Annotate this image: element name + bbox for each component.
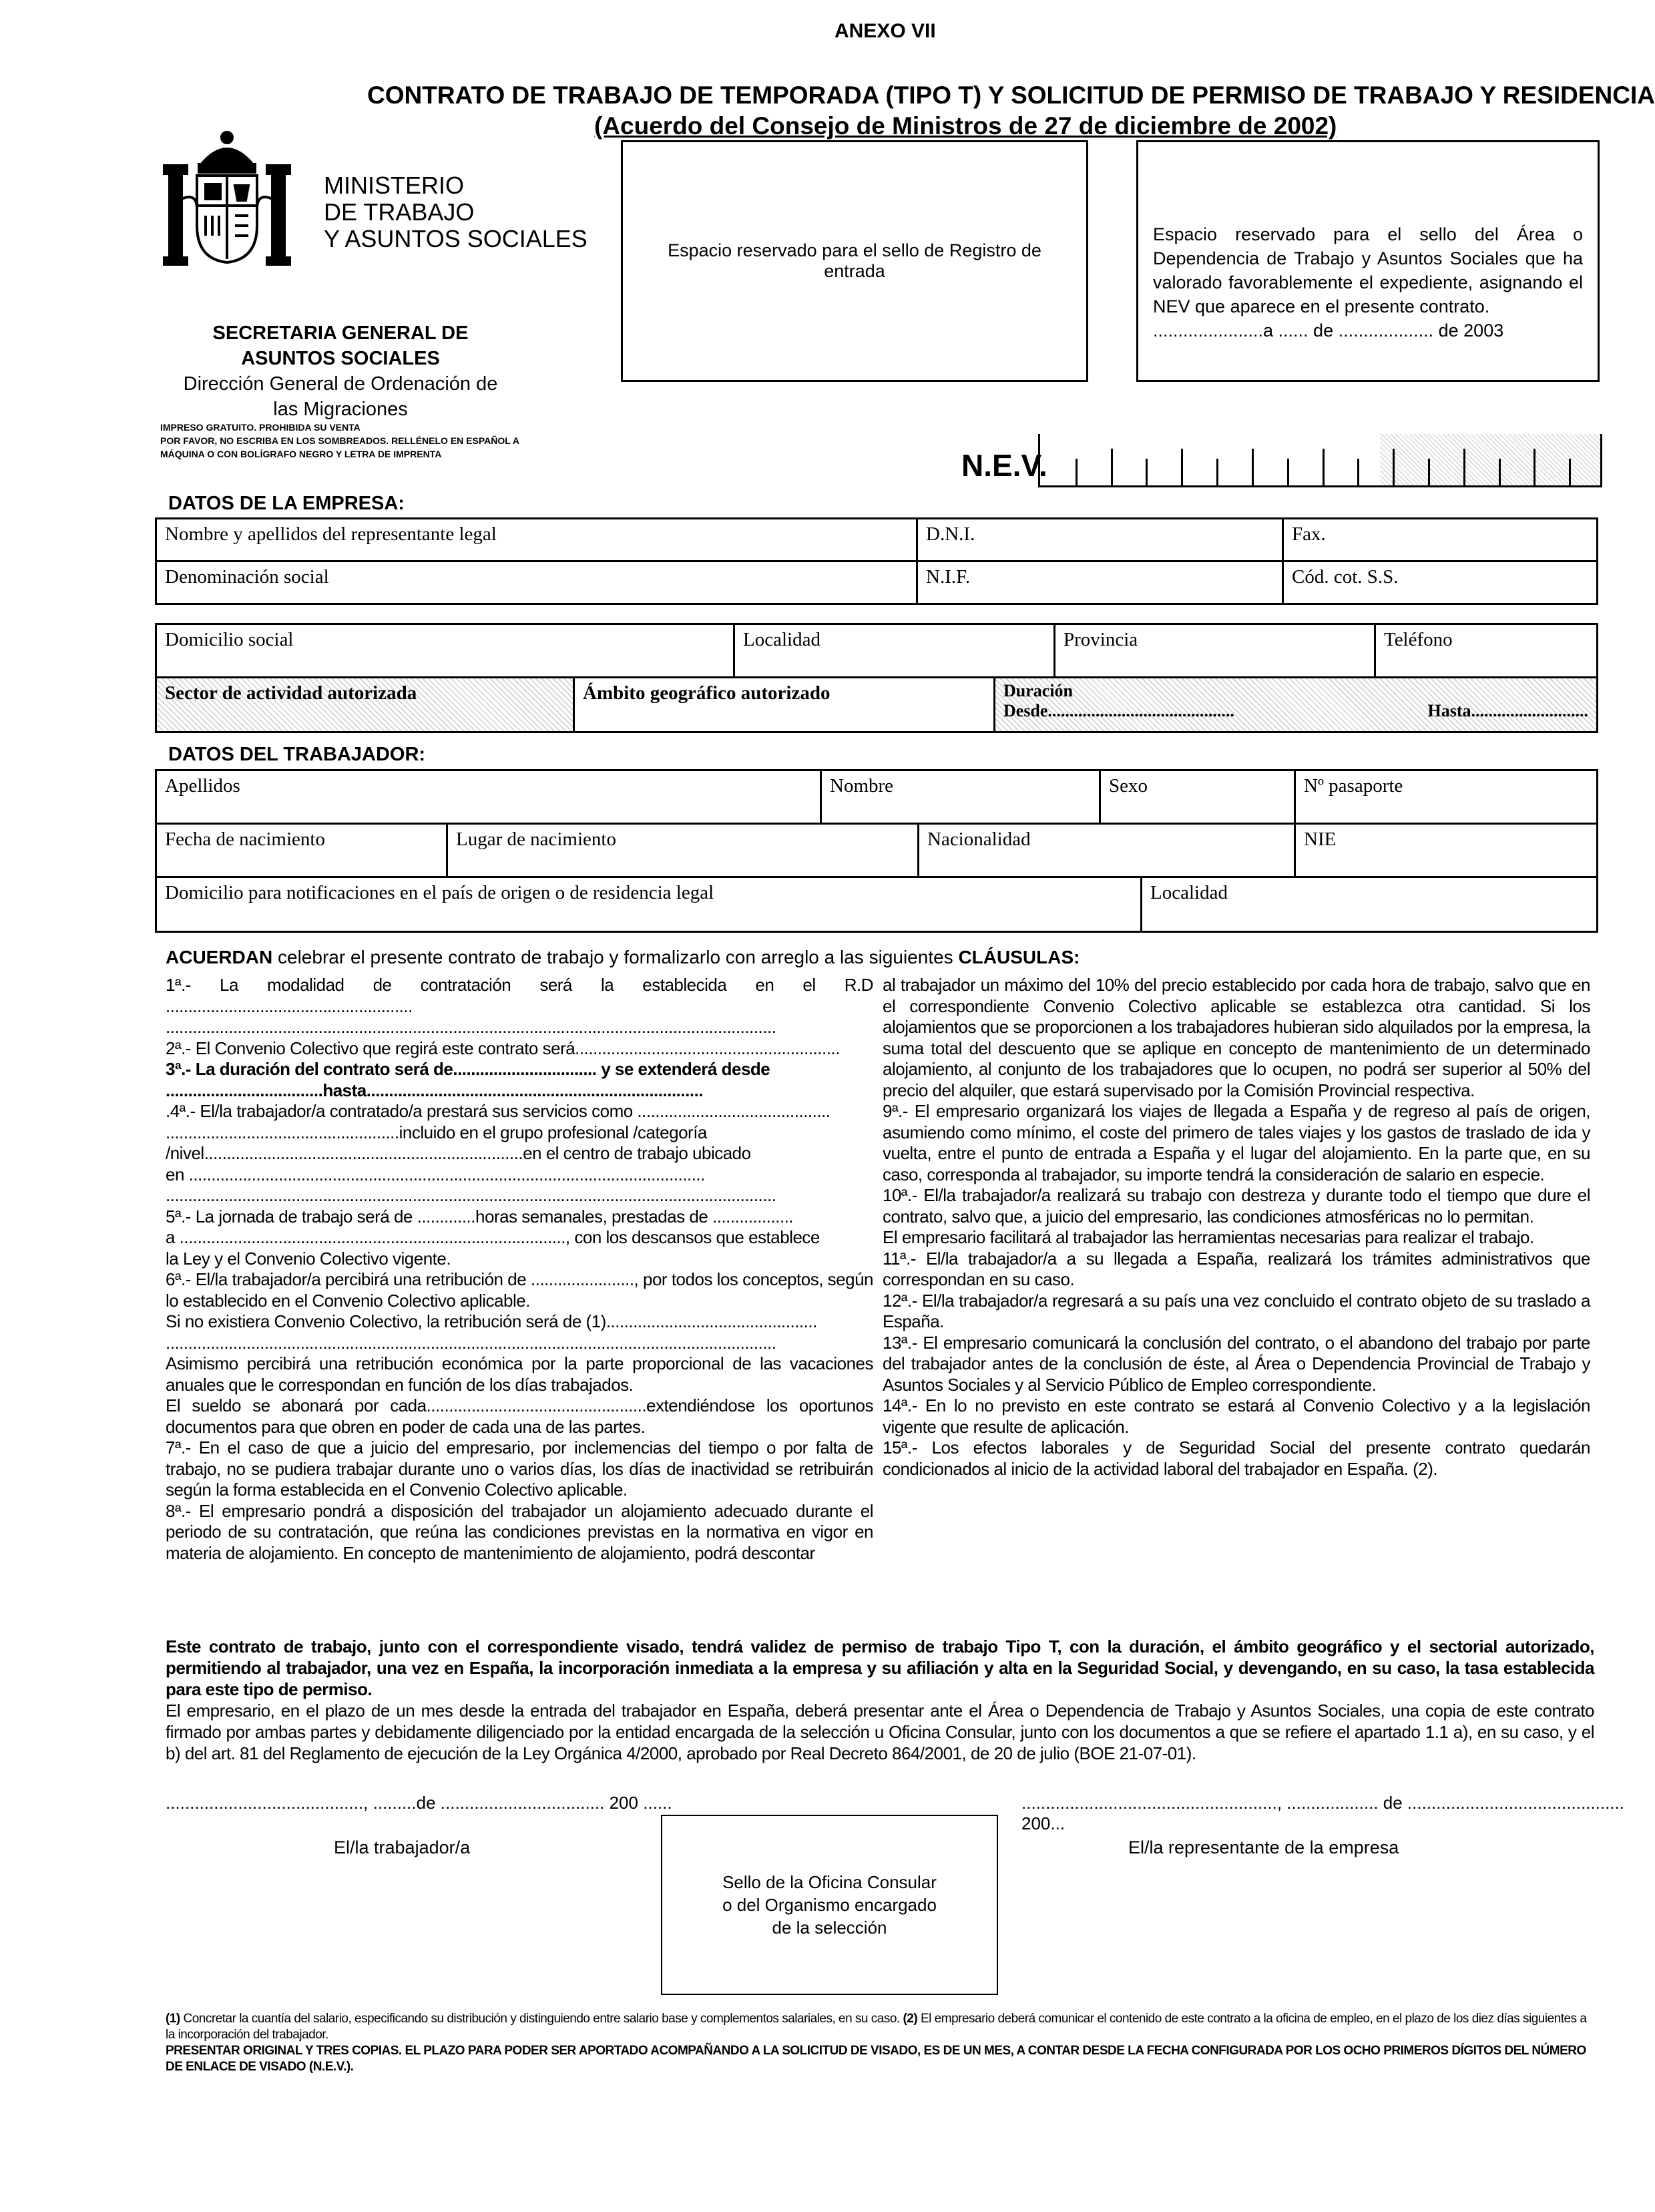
secretaria-line: SECRETARIA GENERAL DE — [212, 322, 469, 344]
footnote-2-number: (2) — [903, 2012, 918, 2026]
nev-digit-divider — [1499, 459, 1501, 485]
clause-paragraph: El empresario facilitará al trabajador las herramientas necesarias para realizar el trabajo. — [883, 1227, 1534, 1247]
table-row — [156, 624, 1598, 678]
clauses-left-column — [166, 975, 873, 1564]
nev-digit-divider — [1111, 449, 1113, 485]
sector-field: Sector de actividad autorizada — [156, 678, 574, 732]
clauses-right-column — [883, 975, 1590, 1480]
ministry-line: Y ASUNTOS SOCIALES — [324, 225, 587, 252]
domicilio-notificaciones-field[interactable]: Domicilio para notificaciones en el país de origen o de residencia legal — [156, 877, 1142, 932]
clause-line: 7ª.- En el caso de que a juicio del empresario, por inclemencias del tiempo o por falta de trabajo, no se pudiera trabajar durante uno o varios días, los días de inactividad se retribuirán según la forma establecida en el Convenio Colectivo aplicable. — [166, 1437, 873, 1500]
footnote-present: PRESENTAR ORIGINAL Y TRES COPIAS. EL PLAZO PARA PODER SER APORTADO ACOMPAÑANDO A LA SOLICITUD DE VISADO, ES DE UN MES, A CONTAR DESDE LA FECHA CONFIGURADA POR LOS OCHO PRIMEROS DÍGITOS DEL NÚMERO DE ENLACE DE VISADO (N.E.V.). — [166, 2044, 1586, 2074]
clause-line: 1ª.- La modalidad de contratación será la establecida en el R.D ....................................................... — [166, 975, 873, 1016]
secretaria-line: Dirección General de Ordenación de — [183, 373, 498, 395]
small-print — [160, 421, 519, 461]
clause-line: Si no existiera Convenio Colectivo, la retribución será de (1)............................................... — [166, 1311, 817, 1331]
table-row — [156, 678, 1598, 732]
clause-line: /nivel.......................................................................en el centro de trabajo ubicado — [166, 1143, 751, 1163]
footnote-1-text: Concretar la cuantía del salario, especificando su distribución y distinguiendo entre salario base y complementos salariales, en su caso. — [180, 2012, 903, 2026]
stamp-line: o del Organismo encargado — [722, 1895, 937, 1915]
acuerdan-bold: ACUERDAN — [166, 947, 273, 967]
telefono-field[interactable]: Teléfono — [1375, 624, 1598, 678]
clause-paragraph: 12ª.- El/la trabajador/a regresará a su país una vez concluido el contrato objeto de su traslado a España. — [883, 1290, 1590, 1331]
fax-field[interactable]: Fax. — [1283, 519, 1598, 562]
nev-digit-divider — [1569, 459, 1571, 485]
clause-line: .4ª.- El/la trabajador/a contratado/a prestará sus servicios como ........................................... — [166, 1101, 831, 1121]
fecha-nacimiento-field[interactable]: Fecha de nacimiento — [156, 824, 447, 877]
localidad-field[interactable]: Localidad — [734, 624, 1055, 678]
ambito-field: Ámbito geográfico autorizado — [574, 678, 995, 732]
nev-field[interactable] — [1038, 434, 1602, 487]
table-row — [156, 770, 1598, 824]
nombre-field[interactable]: Nombre — [821, 770, 1100, 824]
duracion-field — [995, 678, 1598, 732]
table-row — [156, 519, 1598, 562]
nev-shaded-area — [1380, 434, 1600, 485]
nev-digit-divider — [1216, 459, 1218, 485]
nev-label: N.E.V. — [961, 448, 1047, 483]
employer-signature-label: El/la representante de la empresa — [1128, 1837, 1399, 1857]
clause-paragraph: 11ª.- El/la trabajador/a a su llegada a España, realizará los trámites administrativos que correspondan en su caso. — [883, 1248, 1590, 1289]
nev-digit-divider — [1393, 449, 1395, 485]
nev-digit-divider — [1428, 459, 1430, 485]
domicilio-field[interactable]: Domicilio social — [156, 624, 734, 678]
nev-digit-divider — [1252, 449, 1254, 485]
empresa-table-3 — [155, 676, 1598, 733]
representante-field[interactable]: Nombre y apellidos del representante legal — [156, 519, 917, 562]
area-stamp-label: Espacio reservado para el sello del Área o Dependencia de Trabajo y Asuntos Sociales que ha valorado favorablemente el expediente, asignando el NEV que aparece en el presente contrato. — [1153, 224, 1583, 316]
clause-paragraph: 10ª.- El/la trabajador/a realizará su trabajo con destreza y durante todo el tiempo que dure el contrato, salvo que, a juicio del empresario, las condiciones atmosféricas no lo permitan. — [883, 1185, 1590, 1227]
acuerdan-end: CLÁUSULAS: — [958, 947, 1080, 967]
footnote-notes — [166, 2011, 1594, 2043]
clause-line: en ................................................................................................................... — [166, 1164, 705, 1184]
clause-paragraph: al trabajador un máximo del 10% del precio establecido por cada hora de trabajo, salvo que en el correspondiente Convenio Colectivo aplicable se establezca otra cantidad. Si los alojamientos que se proporcionen a los trabajadores hubieran sido alquilados por la empresa, la suma total del descuento que se aplique en concepto de mantenimiento de un determinado alojamiento, al conjunto de los trabajadores que lo ocupen, no podrá ser superior al 50% del precio del alquiler, que estará supervisado por la Comisión Provincial respectiva. — [883, 975, 1590, 1100]
secretaria-block — [180, 320, 501, 422]
area-stamp-box — [1136, 140, 1600, 382]
duracion-label: Duración — [1003, 681, 1073, 700]
ministry-name — [324, 172, 587, 252]
registro-stamp-label: Espacio reservado para el sello de Registro de entrada — [668, 240, 1041, 281]
nev-digit-divider — [1357, 459, 1359, 485]
clause-line: Asimismo percibirá una retribución económica por la parte proporcional de las vacaciones anuales que le correspondan en función de los días trabajados. — [166, 1353, 873, 1395]
clause-line: 2ª.- El Convenio Colectivo que regirá este contrato será........................................................... — [166, 1038, 840, 1058]
provincia-field[interactable]: Provincia — [1055, 624, 1375, 678]
clause-line: ....................................................incluido en el grupo profesional /categoría — [166, 1122, 707, 1142]
table-row — [156, 877, 1598, 932]
cod-cot-field[interactable]: Cód. cot. S.S. — [1283, 562, 1598, 604]
secretaria-line: ASUNTOS SOCIALES — [241, 348, 440, 369]
footnote-1-number: (1) — [166, 2012, 180, 2026]
trabajador-table-3 — [155, 876, 1598, 933]
empresa-table-2 — [155, 623, 1598, 678]
nie-field[interactable]: NIE — [1295, 824, 1598, 877]
localidad-trabajador-field[interactable]: Localidad — [1142, 877, 1598, 932]
dni-field[interactable]: D.N.I. — [917, 519, 1283, 562]
clause-paragraph: 15ª.- Los efectos laborales y de Seguridad Social del presente contrato quedarán condicionados al inicio de la actividad laboral del trabajador en España. (2). — [883, 1437, 1590, 1479]
coat-of-arms-icon — [160, 126, 294, 272]
clause-line: 8ª.- El empresario pondrá a disposición del trabajador un alojamiento adecuado durante el periodo de su contratación, que reúna las condiciones previstas en la normativa en vigor en materia de alojamiento. En concepto de mantenimiento de alojamiento, podrá descontar — [166, 1500, 873, 1563]
closing-text — [166, 1636, 1594, 1764]
ministry-line: DE TRABAJO — [324, 198, 475, 226]
closing-paragraph: El empresario, en el plazo de un mes desde la entrada del trabajador en España, deberá presentar ante el Área o Dependencia de Trabajo y Asuntos Sociales, una copia de este contrato firmado por ambas partes y debidamente diligenciado por la entidad encargada de la selección u Oficina Consular, junto con los documentos a que se refiere el apartado 1.1 a), en su caso, y el b) del art. 81 del Reglamento de ejecución de la Ley Orgánica 4/2000, aprobado por Real Decreto 864/2001, de 20 de julio (BOE 21-07-01). — [166, 1701, 1594, 1763]
empresa-table — [155, 517, 1598, 605]
small-print-line: MÁQUINA O CON BOLÍGRAFO NEGRO Y LETRA DE IMPRENTA — [160, 449, 442, 459]
duracion-desde: Desde........................................... — [1003, 701, 1234, 720]
empresa-heading: DATOS DE LA EMPRESA: — [168, 493, 405, 514]
sexo-field[interactable]: Sexo — [1100, 770, 1295, 824]
nev-digit-divider — [1323, 449, 1325, 485]
clause-line: la Ley y el Convenio Colectivo vigente. — [166, 1248, 451, 1269]
clause-line: ........................................................................................................................................ — [166, 1185, 776, 1205]
nev-digit-divider — [1076, 459, 1078, 485]
registro-stamp-box — [621, 140, 1088, 382]
small-print-line: IMPRESO GRATUITO. PROHIBIDA SU VENTA — [160, 422, 361, 433]
nif-field[interactable]: N.I.F. — [917, 562, 1283, 604]
footnote-2-text: El empresario deberá comunicar el contenido de este contrato a la oficina de empleo, en el plazo de los diez días siguientes a la incorporación del trabajador. — [166, 2012, 1587, 2042]
table-row — [156, 824, 1598, 877]
small-print-line: POR FAVOR, NO ESCRIBA EN LOS SOMBREADOS. RELLÉNELO EN ESPAÑOL A — [160, 435, 520, 446]
secretaria-line: las Migraciones — [273, 399, 408, 420]
area-stamp-date: ......................a ...... de ................... de 2003 — [1153, 320, 1504, 341]
duracion-hasta: Hasta........................... — [1427, 701, 1588, 720]
pasaporte-field[interactable]: Nº pasaporte — [1295, 770, 1598, 824]
clause-paragraph: 13ª.- El empresario comunicará la conclusión del contrato, o el abandono del trabajo por parte del trabajador antes de la conclusión de éste, al Área o Dependencia Provincial de Trabajo y Asuntos Sociales y al Servicio Público de Empleo correspondiente. — [883, 1332, 1590, 1395]
closing-bold-paragraph: Este contrato de trabajo, junto con el correspondiente visado, tendrá validez de permiso de trabajo Tipo T, con la duración, el ámbito geográfico y el sectorial autorizado, permitiendo al trabajador, una vez en España, la incorporación inmediata a la empresa y su afiliación y alta en la Seguridad Social, y devengando, en su caso, la tasa establecida para este tipo de permiso. — [166, 1636, 1594, 1699]
clause-line: 5ª.- La jornada de trabajo será de .............horas semanales, prestadas de .................. — [166, 1206, 794, 1227]
nev-digit-divider — [1181, 449, 1183, 485]
clause-line: El sueldo se abonará por cada.................................................extendiéndose los oportunos documentos para que obren en poder de cada una de las partes. — [166, 1395, 873, 1437]
clause-line: 6ª.- El/la trabajador/a percibirá una retribución de ......................., por todos los conceptos, según lo establecido en el Convenio Colectivo aplicable. — [166, 1269, 873, 1311]
apellidos-field[interactable]: Apellidos — [156, 770, 821, 824]
clause-line: a ......................................................................................, con los descansos que establece — [166, 1227, 820, 1247]
table-row — [156, 562, 1598, 604]
clause-paragraph: 9ª.- El empresario organizará los viajes de llegada a España y de regreso al país de origen, asumiendo como mínimo, el coste del primero de tales viajes y los gastos de traslado de ida y vuelta, entre el punto de entrada a España y el lugar del alojamiento. En la parte que, en su caso, corresponda al trabajador, su importe tendrá la consideración de salario en especie. — [883, 1101, 1590, 1184]
lugar-nacimiento-field[interactable]: Lugar de nacimiento — [447, 824, 919, 877]
footnotes — [166, 2011, 1594, 2075]
date-line-right[interactable]: ....................................................., ................... de ............................................. 200... — [1021, 1793, 1624, 1833]
stamp-line: Sello de la Oficina Consular — [722, 1872, 937, 1892]
clause-line: ...................................hasta........................................................................... — [166, 1080, 704, 1100]
annex-label: ANEXO VII — [835, 20, 936, 42]
clause-line: ........................................................................................................................................ — [166, 1017, 776, 1037]
nacionalidad-field[interactable]: Nacionalidad — [919, 824, 1295, 877]
nev-digit-divider — [1287, 459, 1289, 485]
nev-digit-divider — [1146, 459, 1148, 485]
clause-paragraph: 14ª.- En lo no previsto en este contrato se estará al Convenio Colectivo y a la legislación vigente que resulte de aplicación. — [883, 1395, 1590, 1437]
form-title: CONTRATO DE TRABAJO DE TEMPORADA (TIPO T) Y SOLICITUD DE PERMISO DE TRABAJO Y RESIDENCIA — [367, 81, 1655, 109]
form-subtitle: (Acuerdo del Consejo de Ministros de 27 de diciembre de 2002) — [594, 112, 1337, 140]
date-line-left[interactable]: ........................................., .........de .................................. 200 ...... — [166, 1793, 672, 1813]
nev-digit-divider — [1533, 449, 1535, 485]
stamp-line: de la selección — [772, 1918, 887, 1938]
worker-signature-label: El/la trabajador/a — [334, 1837, 471, 1857]
clause-line: 3ª.- La duración del contrato será de................................ y se extenderá desde — [166, 1059, 770, 1079]
nev-digit-divider — [1463, 449, 1465, 485]
trabajador-table — [155, 769, 1598, 825]
clause-line: ........................................................................................................................................ — [166, 1332, 776, 1353]
denominacion-field[interactable]: Denominación social — [156, 562, 917, 604]
ministry-line: MINISTERIO — [324, 172, 465, 199]
trabajador-table-2 — [155, 823, 1598, 878]
acuerdan-text: celebrar el presente contrato de trabajo y formalizarlo con arreglo a las siguientes — [272, 947, 959, 967]
trabajador-heading: DATOS DEL TRABAJADOR: — [168, 744, 426, 765]
consular-stamp-box — [661, 1815, 998, 1995]
acuerdan-intro — [166, 947, 1080, 968]
